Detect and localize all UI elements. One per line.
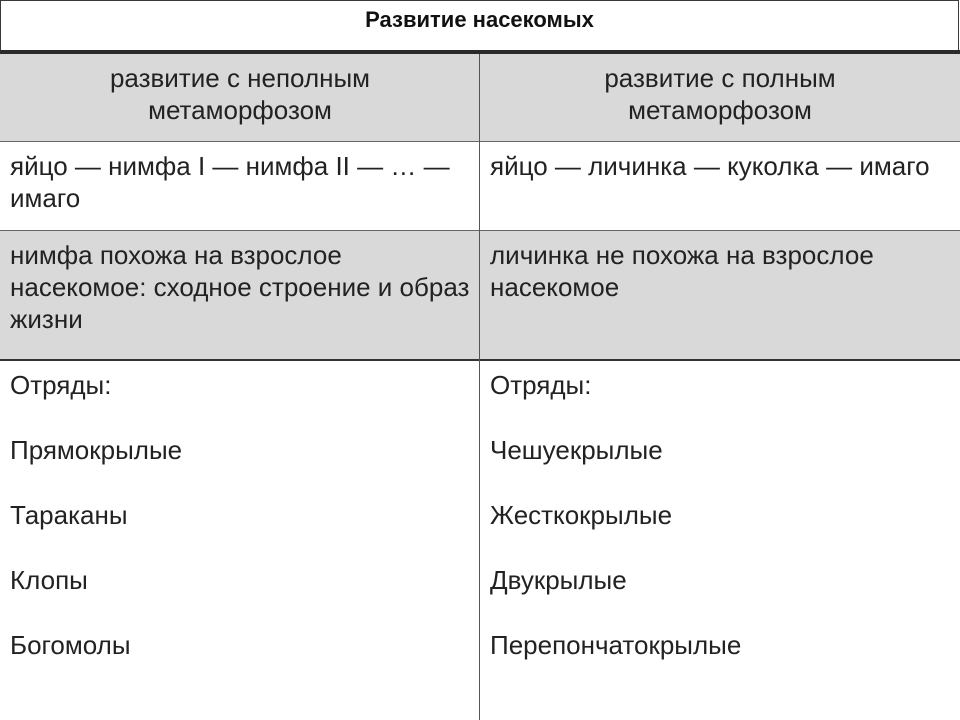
list-item: Тараканы bbox=[10, 500, 128, 530]
orders-label: Отряды: bbox=[10, 370, 112, 400]
header-cell-complete bbox=[480, 54, 960, 141]
orders-complete-cell bbox=[480, 361, 960, 720]
list-item: Чешуекрылые bbox=[490, 435, 663, 465]
stages-complete-text: яйцо — личинка — куколка — имаго bbox=[490, 151, 930, 181]
nymph-description-cell bbox=[0, 231, 480, 359]
stages-incomplete-text: яйцо — нимфа I — нимфа II — … — имаго bbox=[10, 151, 450, 213]
stages-incomplete-cell bbox=[0, 142, 480, 230]
stages-complete-cell bbox=[480, 142, 960, 230]
table-title: Развитие насекомых bbox=[365, 7, 594, 32]
header-row bbox=[0, 54, 960, 141]
larva-description-cell bbox=[480, 231, 960, 359]
orders-row bbox=[0, 361, 960, 720]
header-incomplete-text: развитие с неполным метаморфозом bbox=[109, 63, 371, 125]
table-title-row bbox=[0, 0, 959, 50]
larva-description-text: личинка не похожа на взрослое насекомое bbox=[490, 240, 874, 302]
orders-label: Отряды: bbox=[490, 370, 592, 400]
table-row bbox=[0, 142, 960, 230]
list-item: Клопы bbox=[10, 565, 88, 595]
table-row bbox=[0, 231, 960, 359]
header-complete-text: развитие с полным метаморфозом bbox=[604, 63, 836, 125]
list-item: Жесткокрылые bbox=[490, 500, 673, 530]
list-item: Прямокрылые bbox=[10, 435, 183, 465]
list-item: Богомолы bbox=[10, 630, 131, 660]
header-cell-incomplete bbox=[0, 54, 480, 141]
list-item: Перепончатокрылые bbox=[490, 630, 742, 660]
column-divider bbox=[479, 54, 480, 720]
orders-incomplete-cell bbox=[0, 361, 480, 720]
list-item: Двукрылые bbox=[490, 565, 627, 595]
nymph-description-text: нимфа похожа на взрослое насекомое: сходное строение и образ жизни bbox=[10, 240, 470, 334]
